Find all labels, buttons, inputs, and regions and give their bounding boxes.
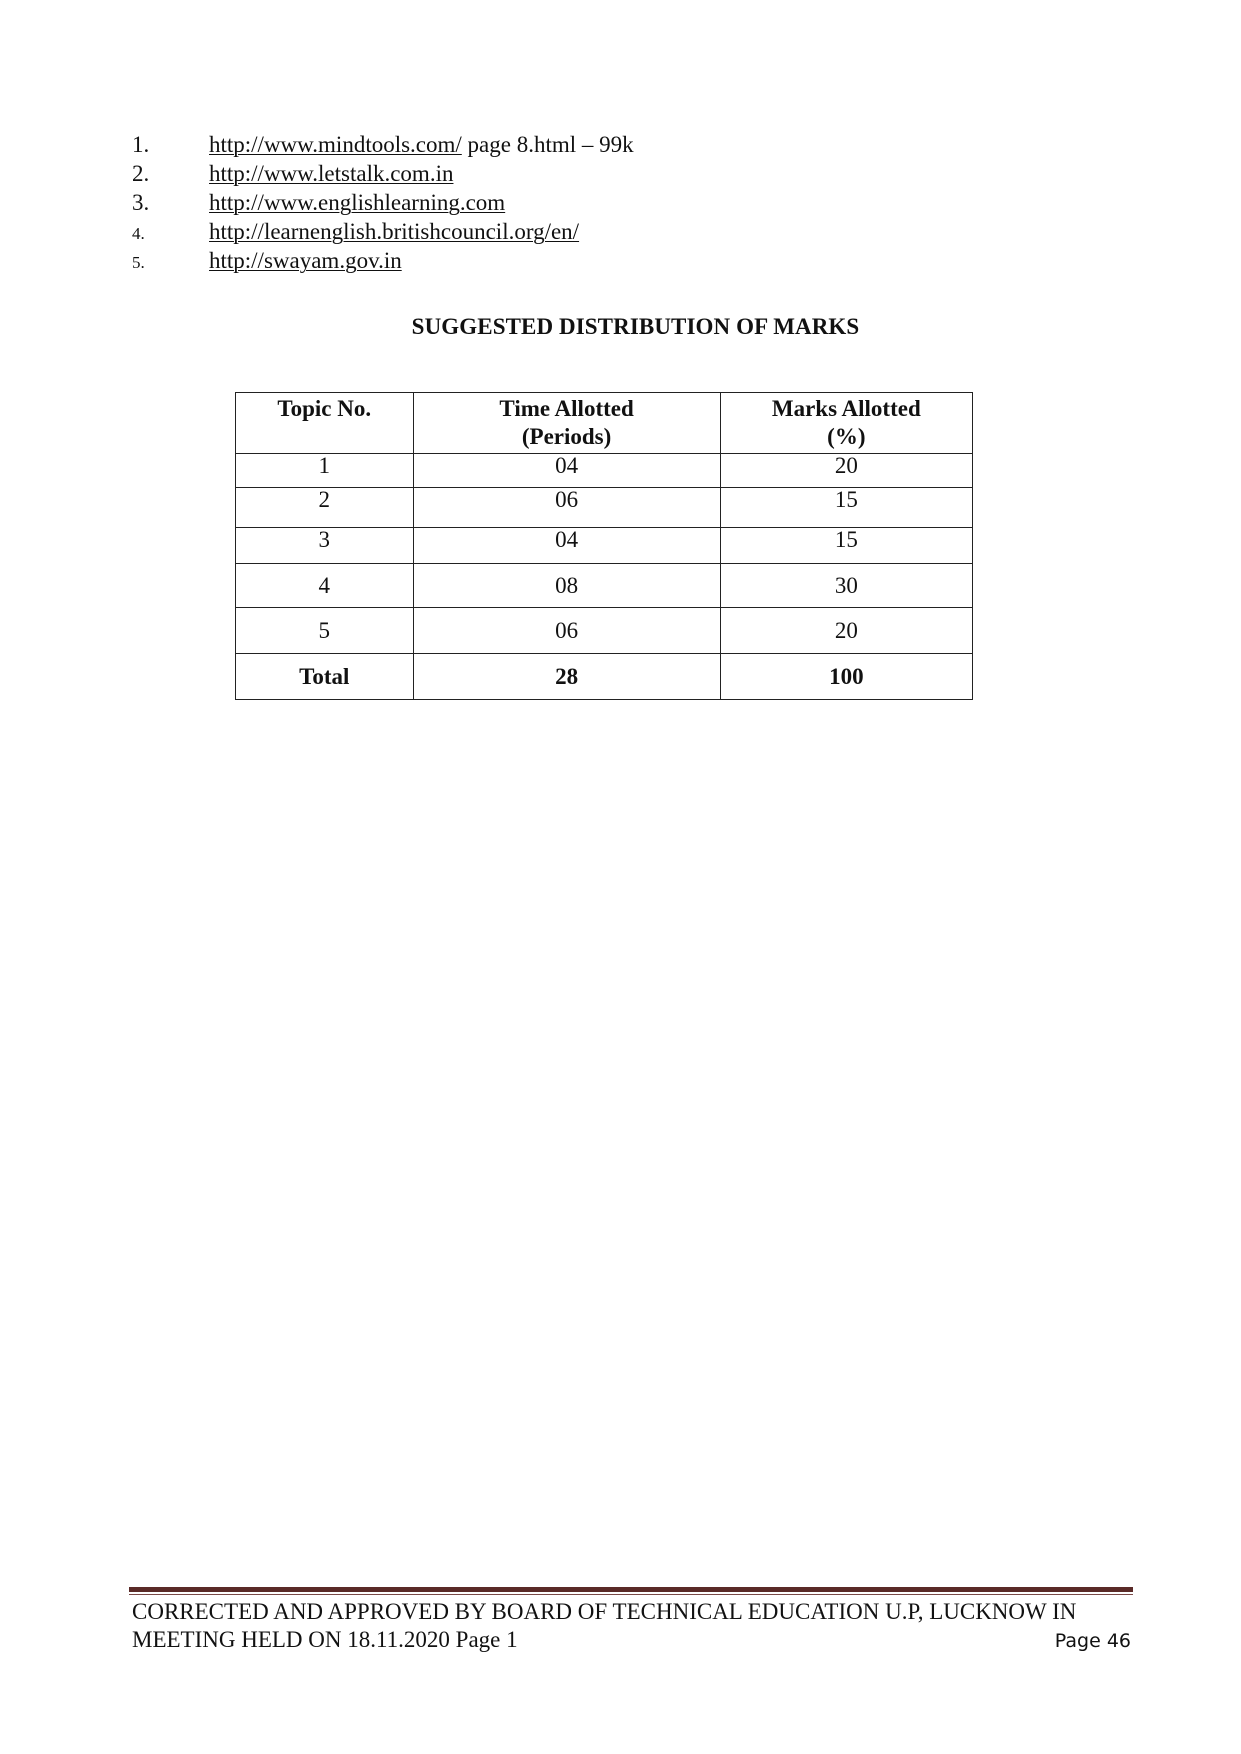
cell-topic: 4 (236, 564, 414, 608)
cell-topic: 1 (236, 454, 414, 488)
table-row (236, 528, 973, 564)
reference-suffix: page 8.html – 99k (461, 132, 634, 157)
reference-link-swayam[interactable]: http://swayam.gov.in (209, 248, 402, 273)
footer-rule (129, 1587, 1133, 1592)
header-topic-label: Topic No. (277, 396, 372, 421)
reference-number: 2. (132, 161, 150, 186)
reference-body (209, 188, 505, 217)
cell-time: 06 (413, 608, 720, 654)
table-body (236, 454, 973, 700)
page-number: Page 46 (1054, 1630, 1131, 1652)
reference-link-englishlearning[interactable]: http://www.englishlearning.com (209, 190, 506, 215)
table-row (236, 564, 973, 608)
header-marks-line2: (%) (827, 424, 866, 449)
header-time-allotted (413, 393, 720, 454)
cell-time: 06 (413, 488, 720, 528)
table-row (236, 488, 973, 528)
reference-body (209, 130, 634, 159)
reference-body (209, 159, 453, 188)
footer-approval-line1: CORRECTED AND APPROVED BY BOARD OF TECHNICAL EDUCATION U.P, LUCKNOW IN (132, 1599, 1077, 1624)
cell-marks: 30 (720, 564, 972, 608)
section-title: SUGGESTED DISTRIBUTION OF MARKS (411, 314, 860, 339)
marks-distribution-table (235, 392, 973, 700)
cell-total-time: 28 (413, 654, 720, 700)
header-topic-no (236, 393, 414, 454)
cell-time: 08 (413, 564, 720, 608)
cell-marks: 15 (720, 528, 972, 564)
reference-number: 1. (132, 132, 150, 157)
header-time-line1: Time Allotted (499, 396, 634, 421)
table-total-row (236, 654, 973, 700)
cell-time: 04 (413, 454, 720, 488)
reference-number: 4. (132, 224, 145, 243)
table-header-row (236, 393, 973, 454)
reference-number: 5. (132, 253, 145, 272)
header-marks-allotted (720, 393, 972, 454)
table-row (236, 608, 973, 654)
cell-topic: 3 (236, 528, 414, 564)
reference-link-mindtools[interactable]: http://www.mindtools.com/ (209, 132, 462, 157)
cell-time: 04 (413, 528, 720, 564)
cell-marks: 20 (720, 454, 972, 488)
reference-link-britishcouncil[interactable]: http://learnenglish.britishcouncil.org/en/ (209, 219, 580, 244)
header-marks-line1: Marks Allotted (771, 396, 921, 421)
cell-topic: 2 (236, 488, 414, 528)
reference-link-letstalk[interactable]: http://www.letstalk.com.in (209, 161, 454, 186)
reference-body (209, 217, 579, 246)
cell-marks: 20 (720, 608, 972, 654)
cell-total-label: Total (236, 654, 414, 700)
cell-total-marks: 100 (720, 654, 972, 700)
table-header (236, 393, 973, 454)
footer-rule-thin (129, 1594, 1133, 1595)
cell-topic: 5 (236, 608, 414, 654)
table-row (236, 454, 973, 488)
reference-number: 3. (132, 190, 150, 215)
reference-body (209, 246, 402, 275)
footer-approval-line2: MEETING HELD ON 18.11.2020 Page 1 (132, 1627, 518, 1652)
cell-marks: 15 (720, 488, 972, 528)
header-time-line2: (Periods) (521, 424, 612, 449)
